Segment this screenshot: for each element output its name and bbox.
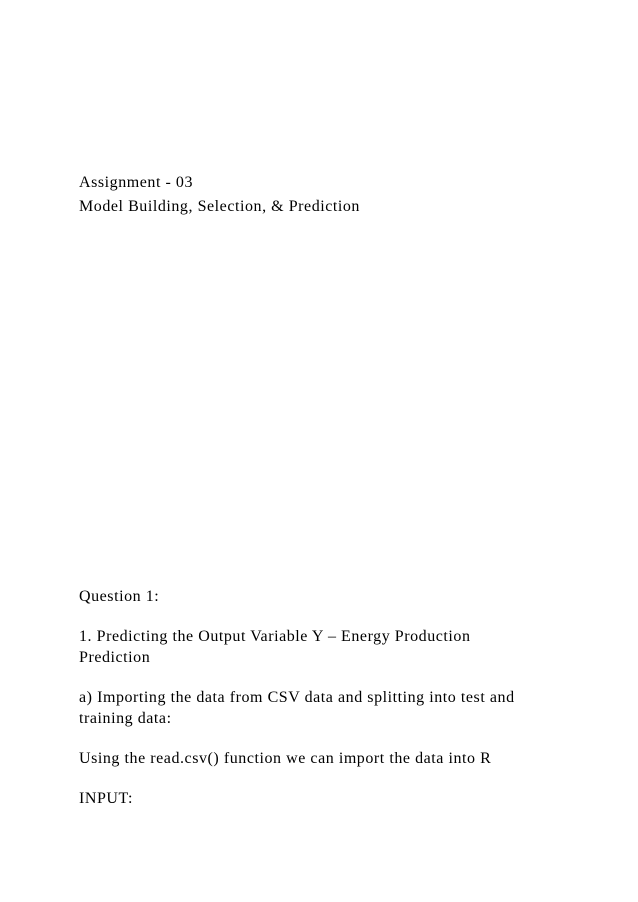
input-label: INPUT: [79,790,134,807]
question-heading: Question 1: [79,588,160,605]
assignment-subtitle: Model Building, Selection, & Prediction [79,198,360,215]
item-1-text-line-2: Prediction [79,649,151,666]
item-1-text-line-1: 1. Predicting the Output Variable Y – Energy Production [79,628,471,645]
item-a-text-line-1: a) Importing the data from CSV data and splitting into test and [79,689,515,706]
item-a-text-line-2: training data: [79,710,172,727]
assignment-title: Assignment - 03 [79,174,194,191]
body-paragraph: Using the read.csv() function we can import the data into R [79,750,492,767]
